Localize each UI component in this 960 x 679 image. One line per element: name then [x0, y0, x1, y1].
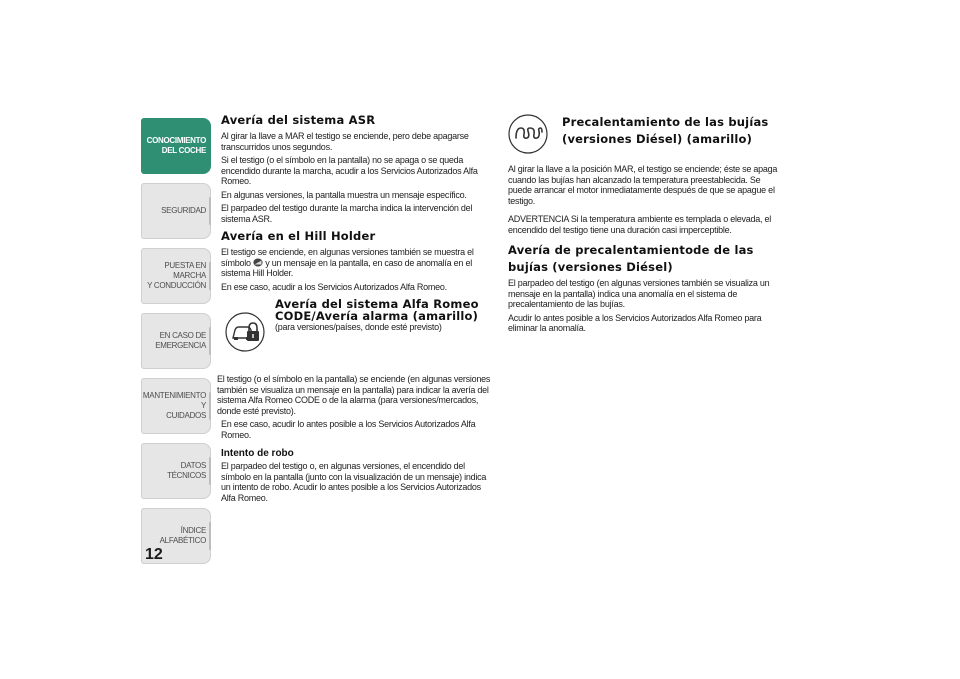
section-title: Avería en el Hill Holder	[221, 229, 376, 243]
section-title: Avería del sistema ASR	[221, 113, 376, 127]
section-alfa-romeo-code-fault	[217, 297, 495, 503]
section-title: CODE/Avería alarma (amarillo)	[275, 309, 479, 323]
section-title: bujías (versiones Diésel)	[508, 260, 673, 274]
paragraph: Si el testigo (o el símbolo en la pantalla) no se apaga o se queda encendido durante la marcha, acudir a los Servicios Autorizados Alfa Romeo.	[221, 155, 478, 186]
tab-puesta-en-marcha[interactable]	[141, 248, 211, 304]
section-title: (versiones Diésel) (amarillo)	[562, 132, 753, 146]
tab-en-caso-de-emergencia[interactable]	[141, 313, 211, 369]
section-header-with-icon	[508, 114, 778, 154]
car-padlock-icon	[225, 312, 265, 352]
section-subtitle: (para versiones/países, donde esté previsto)	[275, 322, 442, 332]
tab-label: PUESTA EN MARCHA Y CONDUCCIÓN	[147, 261, 206, 290]
right-column	[508, 114, 778, 340]
section-glow-plug-preheating	[508, 114, 778, 235]
paragraph: Acudir lo antes posible a los Servicios Autorizados Alfa Romeo para eliminar la anomalía.	[508, 312, 762, 333]
paragraph: Al girar la llave a MAR el testigo se enciende, pero debe apagarse transcurridos unos segundos.	[221, 131, 469, 152]
tab-datos-tecnicos[interactable]	[141, 443, 211, 499]
tab-label: SEGURIDAD	[161, 206, 206, 215]
paragraph: En ese caso, acudir a los Servicios Autorizados Alfa Romeo.	[221, 281, 447, 292]
paragraph: El testigo (o el símbolo en la pantalla) se enciende (en algunas versiones también se visualiza un mensaje en la pantalla) para indicar la avería del sistema Alfa Romeo CODE o de la alarma (para versiones/mercados, donde esté previsto).	[217, 374, 491, 416]
section-header-with-icon	[221, 298, 495, 352]
section-glow-plug-fault	[508, 244, 778, 334]
section-title: Avería del sistema Alfa Romeo	[275, 297, 479, 311]
tab-label: DATOS TÉCNICOS	[167, 461, 206, 480]
tab-label: MANTENIMIENTO Y CUIDADOS	[142, 391, 206, 420]
left-column	[217, 113, 495, 506]
warning-paragraph: ADVERTENCIA Si la temperatura ambiente es templada o elevada, el encendido del testigo tiene una duración casi imperceptible.	[508, 214, 771, 235]
tab-label: ÍNDICE ALFABÉTICO	[159, 526, 206, 545]
paragraph: El parpadeo del testigo durante la marcha indica la intervención del sistema ASR.	[221, 203, 473, 224]
paragraph: En algunas versiones, la pantalla muestra un mensaje específico.	[221, 189, 467, 200]
paragraph: El parpadeo del testigo o, en algunas versiones, el encendido del símbolo en la pantalla (junto con la visualización de un mensaje) indica un intento de robo. Acudir lo antes posible a los Servicios Autorizados Alfa Romeo.	[221, 461, 487, 503]
section-title: Precalentamiento de las bujías	[562, 115, 769, 129]
paragraph	[221, 247, 495, 279]
tab-mantenimiento[interactable]	[141, 378, 211, 434]
section-hill-holder-fault	[221, 230, 495, 292]
tab-seguridad[interactable]	[141, 183, 211, 239]
paragraph: En ese caso, acudir lo antes posible a los Servicios Autorizados Alfa Romeo.	[221, 419, 476, 440]
paragraph: El parpadeo del testigo (en algunas versiones también se visualiza un mensaje en la pantalla) indica una anomalía en el sistema de precalentamiento de las bujías.	[508, 278, 770, 309]
glow-plug-coil-icon	[508, 114, 548, 154]
chapter-sidebar	[141, 118, 211, 573]
section-asr-fault	[221, 114, 495, 224]
subsection-title: Intento de robo	[221, 448, 294, 459]
page-number: 12	[145, 546, 163, 563]
paragraph-text: El testigo se enciende, en algunas versiones también se muestra el símbolo	[221, 247, 474, 268]
hill-holder-icon	[253, 258, 263, 267]
paragraph: Al girar la llave a la posición MAR, el testigo se enciende; éste se apaga cuando las bujías han alcanzado la temperatura preestablecida. Se puede arrancar el motor inmediatamente después de que se apague el testigo.	[508, 164, 778, 206]
tab-label: CONOCIMIENTO DEL COCHE	[146, 136, 206, 155]
tab-label: EN CASO DE EMERGENCIA	[155, 331, 206, 350]
section-title: Avería de precalentamientode de las	[508, 243, 754, 257]
tab-conocimiento-del-coche[interactable]	[141, 118, 211, 174]
paragraph-text: y un mensaje en la pantalla, en caso de anomalía en el sistema Hill Holder.	[221, 257, 472, 278]
